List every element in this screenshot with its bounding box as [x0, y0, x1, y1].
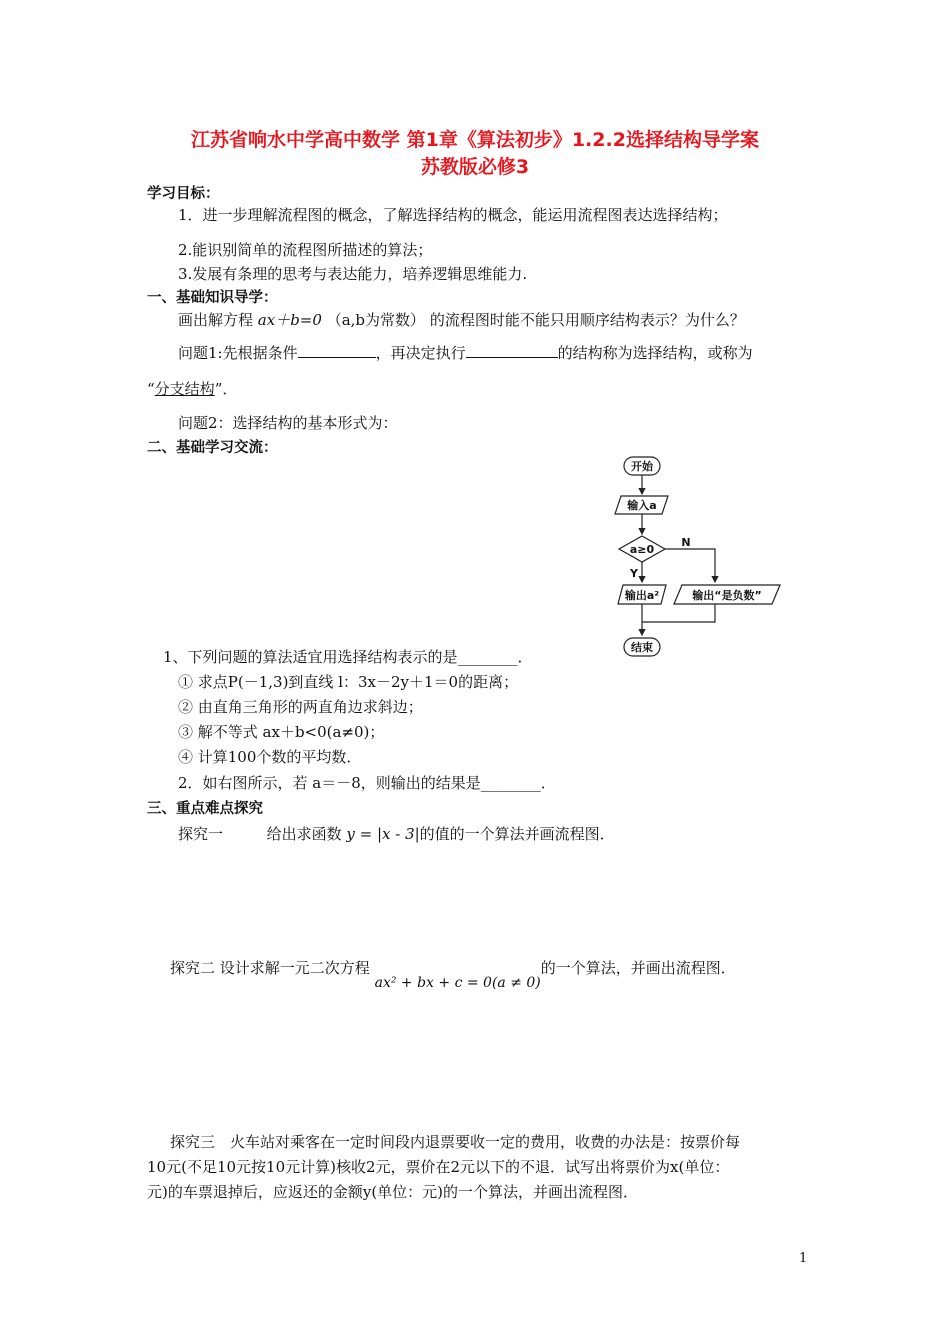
objectives-heading: 学习目标： — [147, 186, 220, 202]
q1-quote-open: “ — [147, 380, 155, 398]
section3-heading: 三、重点难点探究 — [147, 801, 263, 817]
exploration-1-post: 的值的一个算法并画流程图． — [419, 825, 615, 843]
flow-yes-label: Y — [630, 567, 638, 580]
flow-output-yes-label: 输出a² — [624, 589, 660, 602]
exploration-1 — [178, 823, 615, 844]
page-number: 1 — [799, 1251, 808, 1266]
question2: 问题2：选择结构的基本形式为： — [178, 414, 398, 432]
flow-input-label: 输入a — [627, 499, 657, 512]
q1-blank-1[interactable] — [298, 343, 376, 358]
exercise-1-option-1: ① 求点P(－1,3)到直线 l：3x－2y＋1＝0的距离； — [178, 673, 519, 691]
exploration-2-formula: ax² + bx + c = 0(a ≠ 0) — [374, 975, 541, 991]
q1-term: 分支结构 — [154, 380, 215, 398]
exploration-1-label: 探究一 — [178, 825, 224, 843]
q1-pre: 问题1:先根据条件 — [178, 344, 298, 362]
exploration-1-pre: 给出求函数 — [266, 825, 342, 843]
section1-heading: 一、基础知识导学： — [147, 290, 278, 306]
flow-condition-label: a≥0 — [629, 543, 655, 556]
section2-heading: 二、基础学习交流： — [147, 440, 278, 456]
intro-condition: （a,b为常数） — [326, 311, 426, 329]
document-title-line2: 苏教版必修3 — [420, 156, 530, 178]
section1-intro — [178, 309, 745, 330]
exploration-2-pre: 设计求解一元二次方程 — [219, 959, 370, 977]
exercise-2: 2．如右图所示，若 a＝－8，则输出的结果是________． — [178, 774, 556, 792]
flow-no-label: N — [681, 536, 691, 549]
exploration-2-label: 探究二 — [170, 959, 216, 977]
flow-end-label: 结束 — [631, 641, 653, 654]
question1 — [178, 342, 753, 363]
objective-item-2: 2.能识别简单的流程图所描述的算法； — [178, 241, 433, 259]
question1-continued — [147, 378, 237, 399]
exercise-1-option-4: ④ 计算100个数的平均数． — [178, 748, 362, 766]
exercise-1-option-2: ② 由直角三角形的两直角边求斜边； — [178, 698, 423, 716]
flow-arrow-merge — [642, 604, 715, 622]
intro-equation: ax＋b=0 — [257, 311, 322, 329]
exploration-2 — [170, 957, 736, 991]
flow-arrow-no-branch — [665, 549, 715, 582]
exploration-3-line3: 元)的车票退掉后，应返还的金额y(单位：元)的一个算法，并画出流程图． — [147, 1183, 639, 1201]
exercise-1: 1、下列问题的算法适宜用选择结构表示的是________． — [163, 648, 533, 666]
exploration-3-line1: 探究三 火车站对乘客在一定时间段内退票要收一定的费用，收费的办法是：按票价每 — [170, 1133, 741, 1151]
intro-post: 的流程图时能不能只用顺序结构表示？为什么？ — [429, 311, 745, 329]
document-title-line1: 江苏省响水中学高中数学 第1章《算法初步》1.2.2选择结构导学案 — [191, 129, 759, 151]
q1-mid: ，再决定执行 — [375, 344, 466, 362]
exercise-1-option-3: ③ 解不等式 ax＋b<0(a≠0)； — [178, 723, 385, 741]
objective-item-3: 3.发展有条理的思考与表达能力，培养逻辑思维能力. — [178, 265, 528, 283]
exploration-1-formula: y = |x - 3| — [346, 825, 420, 843]
exploration-2-post: 的一个算法，并画出流程图． — [540, 959, 736, 977]
q1-blank-2[interactable] — [466, 343, 558, 358]
flowchart — [600, 452, 790, 662]
objective-item-1: 1．进一步理解流程图的概念，了解选择结构的概念，能运用流程图表达选择结构； — [178, 206, 728, 224]
q1-quote-close: ”． — [214, 380, 238, 398]
exploration-3-line2: 10元(不足10元按10元计算)核收2元，票价在2元以下的不退．试写出将票价为x(单位： — [147, 1158, 730, 1176]
flow-start-label: 开始 — [631, 460, 653, 473]
intro-pre: 画出解方程 — [178, 311, 254, 329]
q1-post: 的结构称为选择结构，或称为 — [557, 344, 753, 362]
flow-output-no-label: 输出“是负数” — [692, 589, 762, 602]
